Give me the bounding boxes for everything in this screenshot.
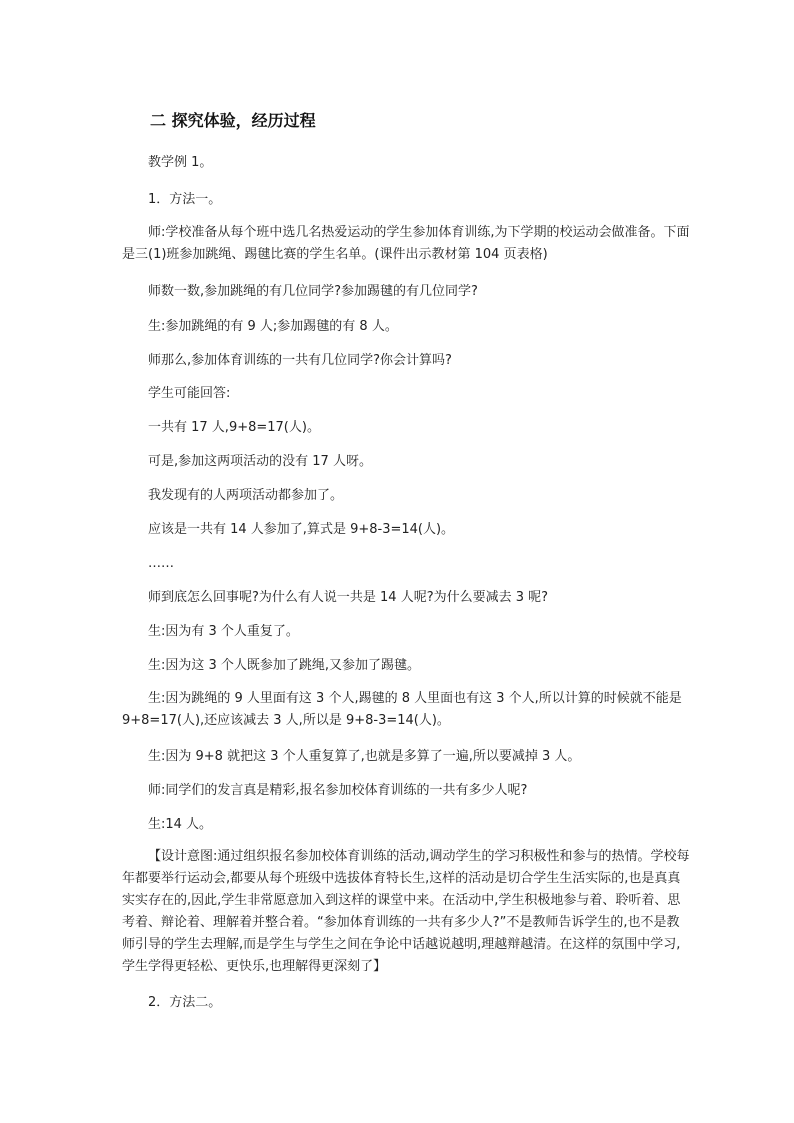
paragraph-student-explain: 生:因为跳绳的 9 人里面有这 3 个人,踢毽的 8 人里面也有这 3 个人,所以计算的时候就不能是 9+8=17(人),还应该减去 3 人,所以是 9+8-3=14(人)。: [122, 691, 682, 728]
paragraph-ellipsis: ……: [148, 556, 174, 571]
paragraph-answer-17: 一共有 17 人,9+8=17(人)。: [148, 420, 320, 435]
paragraph-teacher-why: 师到底怎么回事呢?为什么有人说一共是 14 人呢?为什么要减去 3 呢?: [148, 590, 549, 605]
paragraph-teacher-count: 师数一数,参加跳绳的有几位同学?参加踢毽的有几位同学?: [148, 284, 478, 299]
paragraph-example: 教学例 1。: [148, 155, 213, 170]
design-intent-note: 【设计意图:通过组织报名参加校体育训练的活动,调动学生的学习积极性和参与的热情。学校每年都要举行运动会,都要从每个班级中选拔体育特长生,这样的活动是切合学生生活实际的,也是真真实实存在的,因此,学生非常愿意加入到这样的课堂中来。在活动中,学生积极地参与着、聆听着、思考着、辩论着、理解着并整合着。“参加体育训练的一共有多少人?”不是教师告诉学生的,也不是教师引导的学生去理解,而是学生与学生之间在争论中话越说越明,理越辩越清。在这样的氛围中学习,学生学得更轻松、更快乐,也理解得更深刻了】: [122, 849, 690, 974]
paragraph-method-two: 2．方法二。: [148, 995, 222, 1010]
paragraph-student-answer: 生:参加跳绳的有 9 人;参加踢毽的有 8 人。: [148, 319, 398, 334]
paragraph-both-activities: 我发现有的人两项活动都参加了。: [148, 488, 344, 503]
paragraph-student-14: 生:14 人。: [148, 817, 213, 832]
paragraph-student-overcount: 生:因为 9+8 就把这 3 个人重复算了,也就是多算了一遍,所以要减掉 3 人。: [148, 749, 581, 764]
paragraph-not-17: 可是,参加这两项活动的没有 17 人呀。: [148, 454, 372, 469]
paragraph-student-repeat: 生:因为有 3 个人重复了。: [148, 624, 299, 639]
paragraph-teacher-total: 师那么,参加体育训练的一共有几位同学?你会计算吗?: [148, 353, 452, 368]
paragraph-teacher-praise: 师:同学们的发言真是精彩,报名参加校体育训练的一共有多少人呢?: [148, 783, 528, 798]
paragraph-teacher-intro: 师:学校准备从每个班中选几名热爱运动的学生参加体育训练,为下学期的校运动会做准备。下面是三(1)班参加跳绳、踢毽比赛的学生名单。(课件出示教材第 104 页表格): [122, 225, 690, 262]
paragraph-possible-answers: 学生可能回答:: [148, 386, 231, 401]
paragraph-student-both: 生:因为这 3 个人既参加了跳绳,又参加了踢毽。: [148, 658, 421, 673]
paragraph-answer-14: 应该是一共有 14 人参加了,算式是 9+8-3=14(人)。: [148, 522, 455, 537]
paragraph-method-one: 1．方法一。: [148, 192, 222, 207]
section-heading: 二 探究体验，经历过程: [150, 111, 316, 130]
